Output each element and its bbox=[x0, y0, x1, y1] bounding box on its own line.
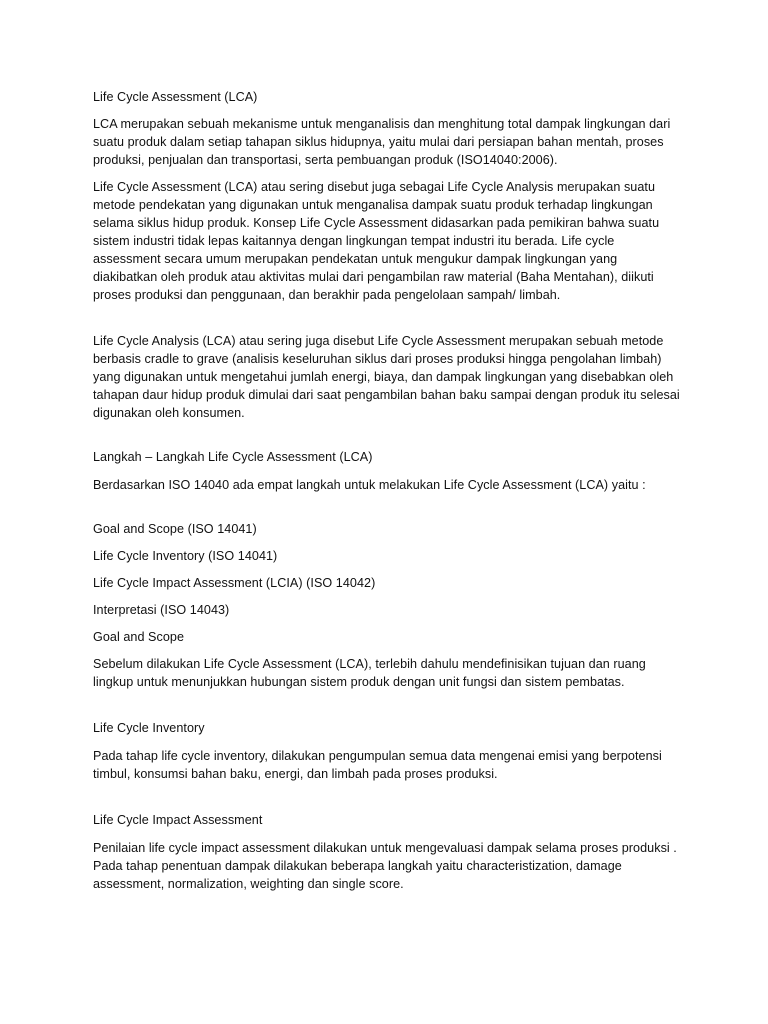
document-body bbox=[93, 88, 683, 893]
step-item-impact-assessment: Life Cycle Impact Assessment (LCIA) (ISO 14042) bbox=[93, 576, 376, 590]
steps-heading: Langkah – Langkah Life Cycle Assessment (LCA) bbox=[93, 450, 373, 464]
steps-intro: Berdasarkan ISO 14040 ada empat langkah untuk melakukan Life Cycle Assessment (LCA) yaitu : bbox=[93, 478, 646, 492]
paragraph-lca-analysis: Life Cycle Analysis (LCA) atau sering juga disebut Life Cycle Assessment merupakan sebuah metode berbasis cradle to grave (analisis keseluruhan siklus dari proses produksi hingga pengolahan limbah) yang digunakan untuk mengetahui jumlah energi, biaya, dan dampak lingkungan yang disebabkan oleh tahapan daur hidup produk dimulai dari saat pengambilan bahan baku sampai dengan produk itu selesai digunakan oleh konsumen. bbox=[93, 334, 680, 420]
document-title: Life Cycle Assessment (LCA) bbox=[93, 90, 258, 104]
lci-text: Pada tahap life cycle inventory, dilakukan pengumpulan semua data mengenai emisi yang berpotensi timbul, konsumsi bahan baku, energi, dan limbah pada proses produksi. bbox=[93, 749, 662, 781]
lci-heading: Life Cycle Inventory bbox=[93, 721, 205, 735]
paragraph-lca-method: Life Cycle Assessment (LCA) atau sering disebut juga sebagai Life Cycle Analysis merupakan suatu metode pendekatan yang digunakan untuk menganalisa dampak suatu produk terhadap lingkungan selama siklus hidup produk. Konsep Life Cycle Assessment didasarkan pada pemikiran bahwa suatu sistem industri tidak lepas kaitannya dengan lingkungan tempat industri itu berada. Life cycle assessment secara umum merupakan pendekatan untuk mengukur dampak lingkungan yang diakibatkan oleh produk atau aktivitas mulai dari pengambilan raw material (Baha Mentahan), diikuti proses produksi dan penggunaan, dan berakhir pada pengelolaan sampah/ limbah. bbox=[93, 180, 660, 302]
step-item-inventory: Life Cycle Inventory (ISO 14041) bbox=[93, 549, 278, 563]
goal-scope-heading: Goal and Scope bbox=[93, 630, 185, 644]
lcia-heading: Life Cycle Impact Assessment bbox=[93, 813, 263, 827]
step-item-goal-scope: Goal and Scope (ISO 14041) bbox=[93, 522, 257, 536]
goal-scope-text: Sebelum dilakukan Life Cycle Assessment (LCA), terlebih dahulu mendefinisikan tujuan dan ruang lingkup untuk menunjukkan hubungan sistem produk dengan unit fungsi dan sistem pembatas. bbox=[93, 657, 646, 689]
lcia-text: Penilaian life cycle impact assessment dilakukan untuk mengevaluasi dampak selama proses produksi . Pada tahap penentuan dampak dilakukan beberapa langkah yaitu characteristization, damage assessment, normalization, weighting dan single score. bbox=[93, 841, 677, 891]
paragraph-lca-definition: LCA merupakan sebuah mekanisme untuk menganalisis dan menghitung total dampak lingkungan dari suatu produk dalam setiap tahapan siklus hidupnya, yaitu mulai dari persiapan bahan mentah, proses produksi, penjualan dan transportasi, serta pembuangan produk (ISO14040:2006). bbox=[93, 117, 671, 167]
step-item-interpretation: Interpretasi (ISO 14043) bbox=[93, 603, 230, 617]
